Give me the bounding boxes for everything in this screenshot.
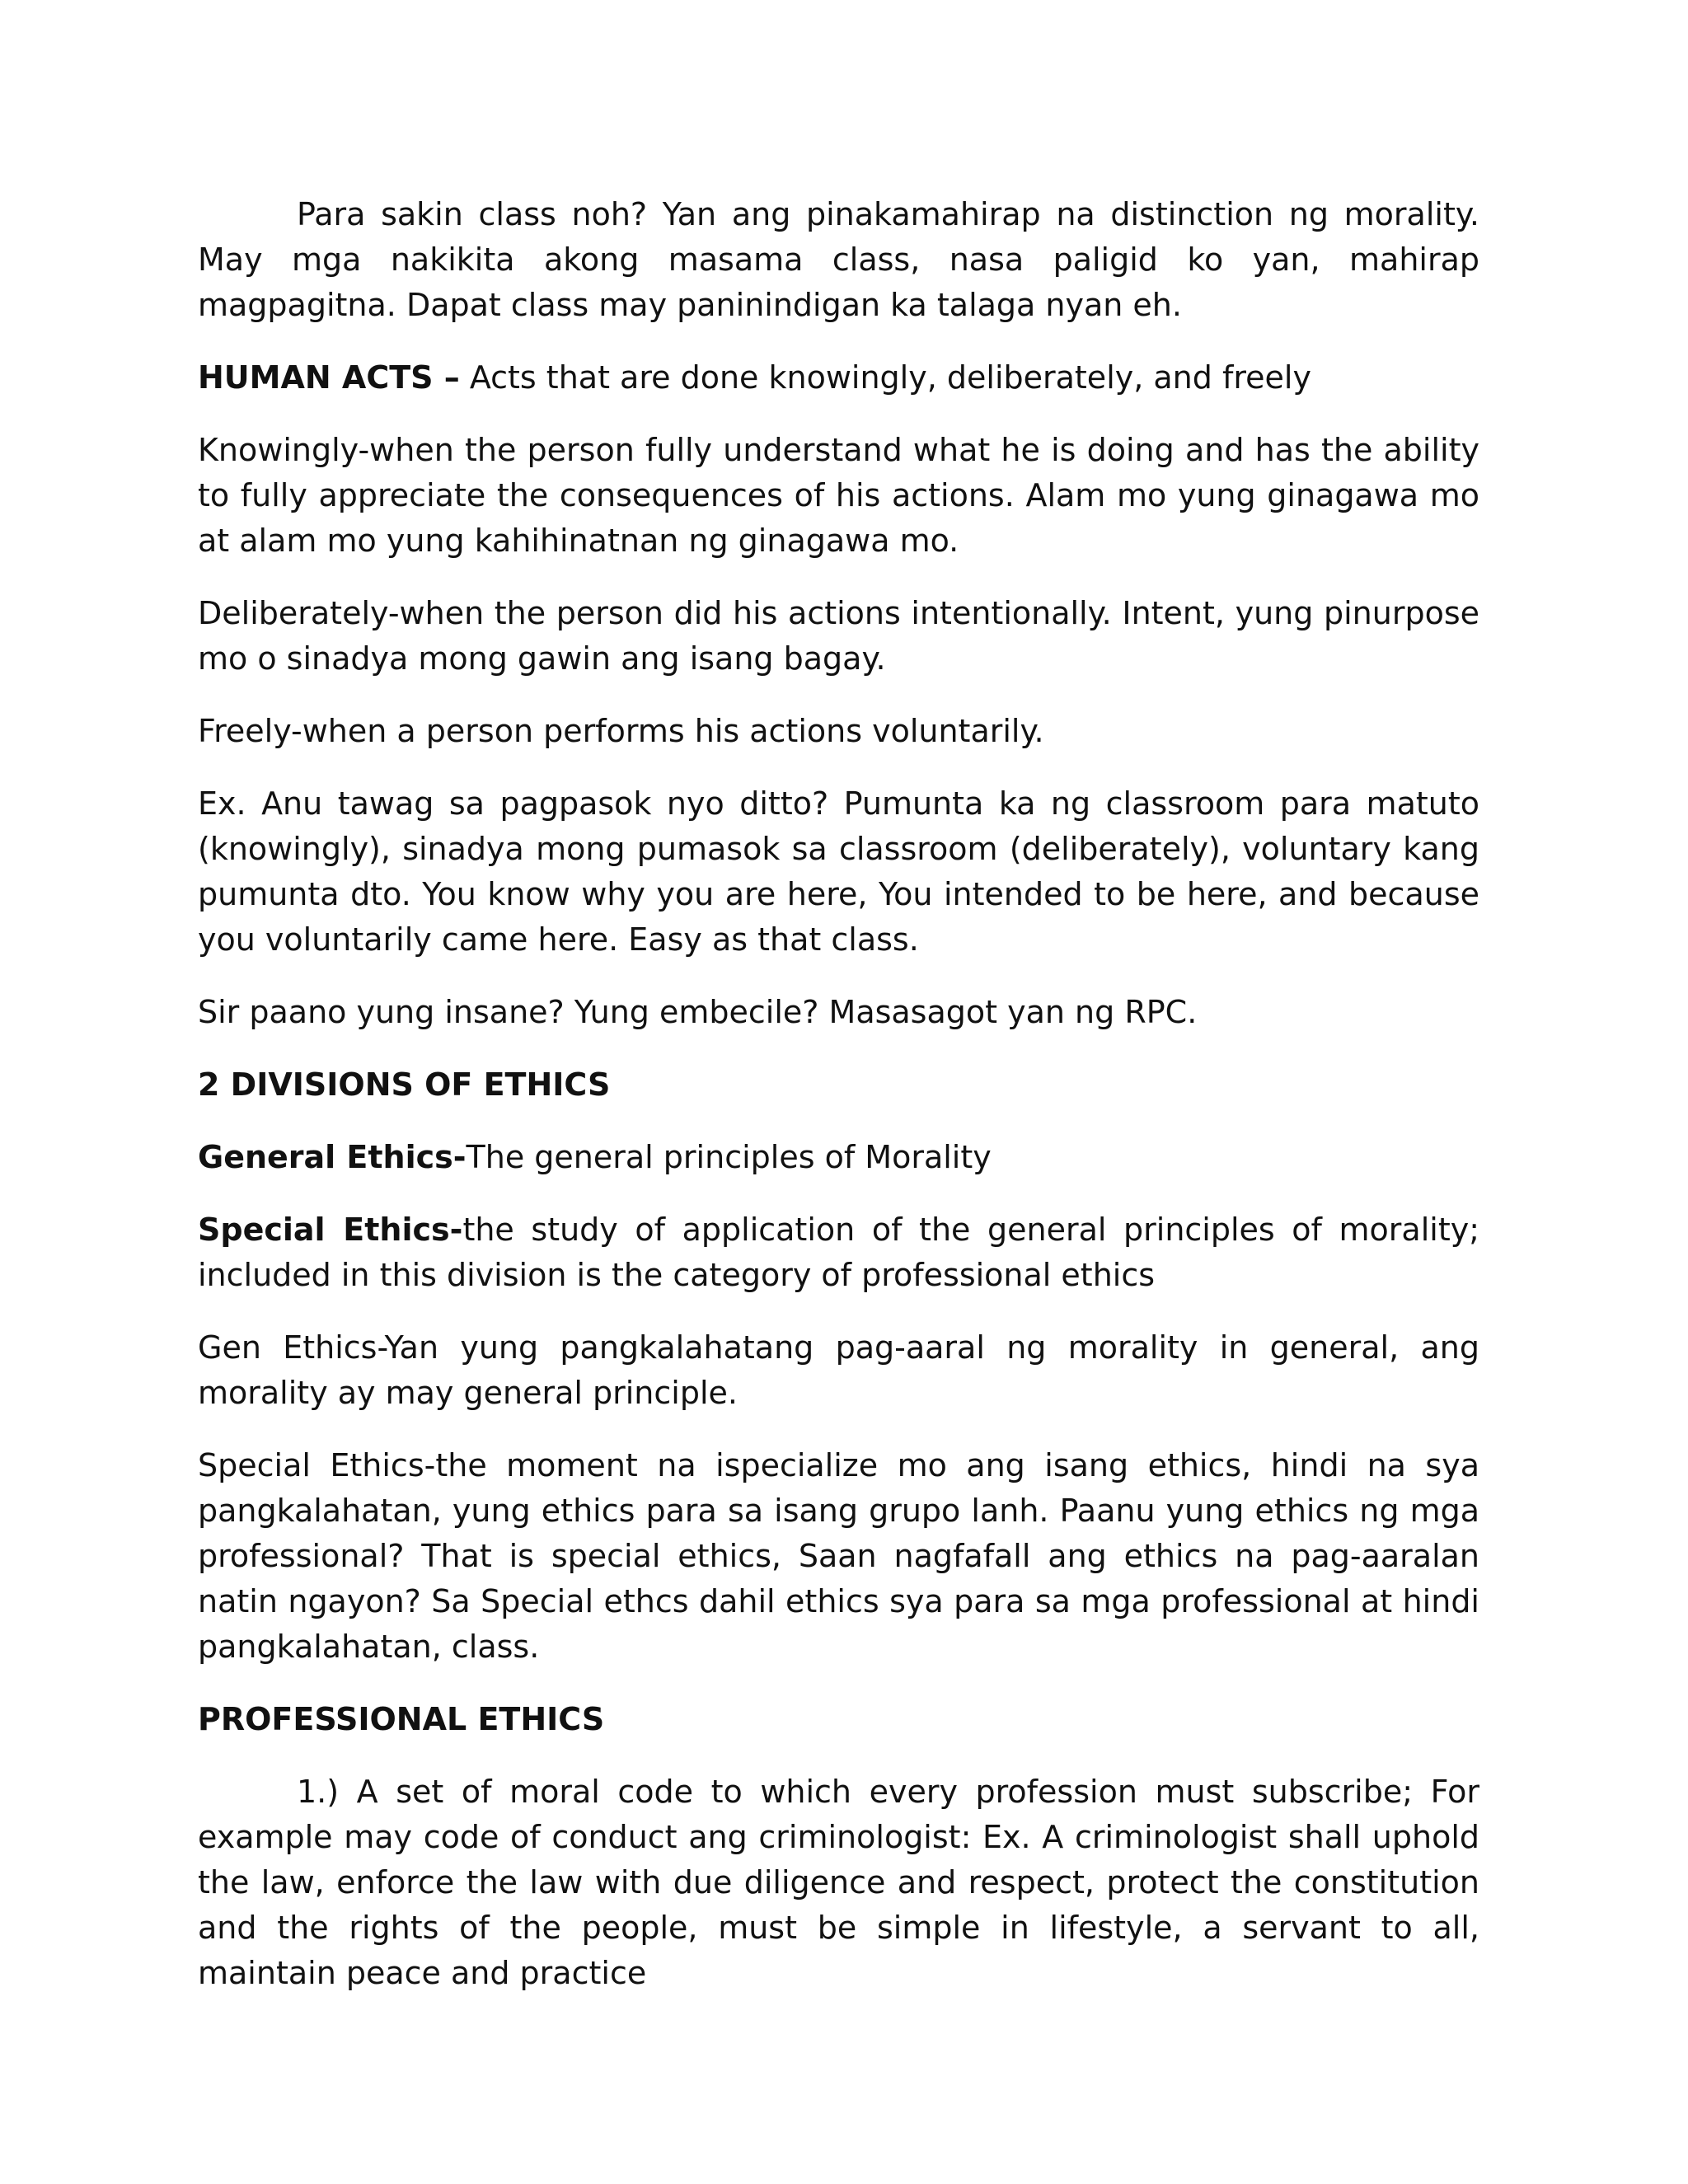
example-paragraph: Ex. Anu tawag sa pagpasok nyo ditto? Pumunta ka ng classroom para matuto (knowingly), sinadya mong pumasok sa classroom (deliberately), voluntary kang pumunta dto. You know why you are here, You intended to be here, and because you voluntarily came here. Easy as that class. <box>198 785 1479 958</box>
general-ethics-definition <box>198 1135 1479 1180</box>
special-ethics-explain-paragraph: Special Ethics-the moment na ispecialize mo ang isang ethics, hindi na sya pangkalahatan, yung ethics para sa isang grupo lanh. Paanu yung ethics ng mga professional? That is special ethics, Saan nagfafall ang ethics na pag-aaralan natin ngayon? Sa Special ethcs dahil ethics sya para sa mga professional at hindi pangkalahatan, class. <box>198 1447 1479 1665</box>
gen-ethics-explain-paragraph: Gen Ethics-Yan yung pangkalahatang pag-aaral ng morality in general, ang morality ay may general principle. <box>198 1329 1479 1411</box>
question-paragraph: Sir paano yung insane? Yung embecile? Masasagot yan ng RPC. <box>198 994 1198 1030</box>
document-page <box>198 192 1479 2023</box>
professional-ethics-heading: PROFESSIONAL ETHICS <box>198 1701 605 1737</box>
special-ethics-definition <box>198 1207 1479 1298</box>
human-acts-term: HUMAN ACTS – <box>198 359 460 396</box>
professional-ethics-item-1: 1.) A set of moral code to which every profession must subscribe; For example may code of conduct ang criminologist: Ex. A criminologist shall uphold the law, enforce the law with due diligence and respect, protect the constitution and the rights of the people, must be simple in lifestyle, a servant to all, maintain peace and practice <box>198 1774 1479 1991</box>
deliberately-paragraph: Deliberately-when the person did his actions intentionally. Intent, yung pinurpose mo o sinadya mong gawin ang isang bagay. <box>198 595 1479 677</box>
knowingly-paragraph: Knowingly-when the person fully understand what he is doing and has the ability to fully appreciate the consequences of his actions. Alam mo yung ginagawa mo at alam mo yung kahihinatnan ng ginagawa mo. <box>198 432 1479 559</box>
special-ethics-term: Special Ethics- <box>198 1212 463 1248</box>
freely-paragraph: Freely-when a person performs his actions voluntarily. <box>198 713 1044 749</box>
general-ethics-term: General Ethics- <box>198 1139 467 1175</box>
intro-paragraph: Para sakin class noh? Yan ang pinakamahirap na distinction ng morality. May mga nakikita akong masama class, nasa paligid ko yan, mahirap magpagitna. Dapat class may paninindigan ka talaga nyan eh. <box>198 196 1479 323</box>
divisions-heading: 2 DIVISIONS OF ETHICS <box>198 1066 611 1103</box>
human-acts-definition <box>198 355 1479 401</box>
human-acts-text: Acts that are done knowingly, deliberately, and freely <box>459 359 1311 396</box>
special-ethics-text: the study of application of the general principles of morality; included in this division is the category of professional ethics <box>198 1212 1480 1293</box>
general-ethics-text: The general principles of Morality <box>466 1139 992 1175</box>
